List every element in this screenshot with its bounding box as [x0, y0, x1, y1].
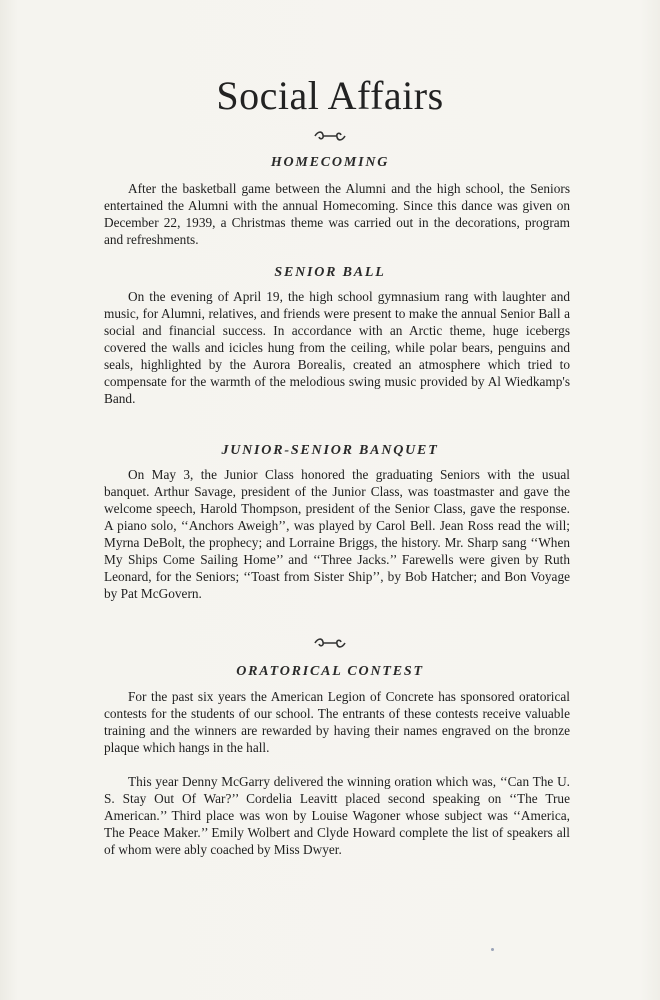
homecoming-paragraph: After the basketball game between the Alumni and the high school, the Seniors entertained the Alumni with the annual Homecoming. Since this dance was given on December 22, 1939, a Christmas theme was carried out in the decorations, program and refreshments.	[104, 181, 570, 247]
section-heading-junior-senior-banquet: JUNIOR-SENIOR BANQUET	[221, 443, 439, 458]
scroll-ornament-icon	[313, 130, 347, 142]
paper-speck	[491, 948, 494, 951]
section-heading-homecoming: HOMECOMING	[270, 155, 390, 170]
section-heading-senior-ball: SENIOR BALL	[274, 265, 386, 280]
oratorical-contest-paragraph-2: This year Denny McGarry delivered the winning oration which was, ‘‘Can The U. S. Stay Out Of War?’’ Cordelia Leavitt placed second speaking on ‘‘The True American.’’ Third place was won by Louise Wagoner whose subject was ‘‘America, The Peace Maker.’’ Emily Wolbert and Clyde Howard complete the list of speakers all of whom were ably coached by Miss Dwyer.	[104, 774, 570, 857]
page-title: Social Affairs	[216, 73, 444, 118]
junior-senior-banquet-paragraph: On May 3, the Junior Class honored the graduating Seniors with the usual banquet. Arthur Savage, president of the Junior Class, was toastmaster and gave the welcome speech, Harold Thompson, president of the Senior Class, gave the response. A piano solo, ‘‘Anchors Aweigh’’, was played by Carol Bell. Jean Ross read the will; Myrna DeBolt, the prophecy; and Lorraine Briggs, the history. Mr. Sharp sang ‘‘When My Ships Come Sailing Home’’ and ‘‘Three Jacks.’’ Farewells were given by Ruth Leonard, for the Seniors; ‘‘Toast from Sister Ship’’, by Bob Hatcher; and Bon Voyage by Pat McGovern.	[104, 467, 570, 601]
senior-ball-paragraph: On the evening of April 19, the high school gymnasium rang with laughter and music, for Alumni, relatives, and friends were present to make the annual Senior Ball a social and financial success. In accordance with an Arctic theme, huge icebergs covered the walls and icicles hung from the ceiling, while polar bears, penguins and seals, highlighted by the Aurora Borealis, created an atmosphere which tried to compensate for the warmth of the melodious swing music provided by Al Wiedkamp's Band.	[104, 289, 570, 406]
scroll-ornament-icon	[313, 637, 347, 649]
oratorical-contest-paragraph-1: For the past six years the American Legion of Concrete has sponsored oratorical contests for the students of our school. The entrants of these contests receive valuable training and the winners are rewarded by having their names engraved on the bronze plaque which hangs in the hall.	[104, 689, 570, 755]
section-heading-oratorical-contest: ORATORICAL CONTEST	[236, 664, 424, 679]
